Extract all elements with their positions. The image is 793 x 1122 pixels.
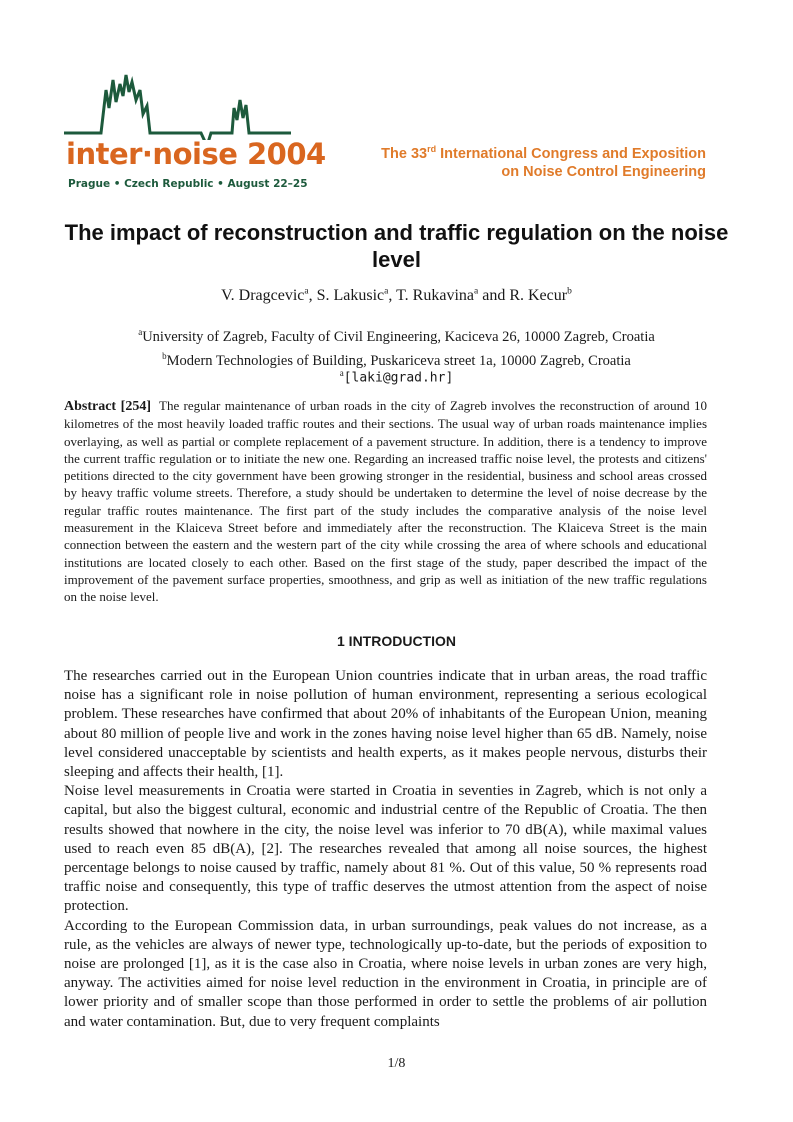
affiliation: $^b$Modern Technologies of Building, Puskariceva street 1a, 10000 Zagreb, Croatia xyxy=(162,350,631,369)
author: S. Lakusic$^a$, xyxy=(316,287,397,305)
congress-line-1: The 33rd International Congress and Exposition xyxy=(381,144,706,162)
page-number: 1/8 xyxy=(387,1056,406,1071)
author: T. Rukavina$^a$ and xyxy=(396,287,510,305)
author: R. Kecur$^b$ xyxy=(509,287,572,305)
prague-skyline-icon xyxy=(64,70,294,140)
abstract xyxy=(64,397,707,606)
congress-line-2: on Noise Control Engineering xyxy=(501,163,706,180)
affiliations xyxy=(0,323,793,371)
logo-wordmark: inter·noise 2004 xyxy=(66,137,326,171)
congress-header xyxy=(381,140,706,181)
conference-logo xyxy=(64,70,326,195)
section-body xyxy=(64,667,707,1032)
paragraph: Noise level measurements in Croatia were started in Croatia in seventies in Zagreb, which is not only a capital, but also the biggest cultural, economic and industrial centre of the Republic of Croatia. The then results showed that nowhere in the city, the noise level was inferior to 70 dB(A), while maximal values used to reach even 85 dB(A), [2]. The researches revealed that among all noise sources, the highest percentage belongs to noise caused by traffic, namely about 81 %. Out of this value, 50 % represents road traffic noise and consequently, this type of traffic deserves the utmost attention from the aspect of noise protection. xyxy=(64,783,707,915)
email-address[interactable]: [laki@grad.hr] xyxy=(343,370,454,386)
section-heading: 1 INTRODUCTION xyxy=(337,633,456,649)
author-list xyxy=(0,287,793,305)
paragraph: According to the European Commission data, in urban surroundings, peak values do not increase, as a rule, as the vehicles are always of newer type, technologically up-to-date, but the periods of exposition to noise are prolonged [1], as it is the case also in Croatia, where noise levels in urban zones are very high, anyway. The activities aimed for noise level reduction in the environment in Croatia, in principle are of lower priority and of smaller scope than those performed in order to settle the problems of air pollution and water contamination. But, due to very frequent complaints xyxy=(64,917,707,1030)
contact-email: $^a$[laki@grad.hr] xyxy=(339,368,454,386)
affiliation: $^a$University of Zagreb, Faculty of Civil Engineering, Kaciceva 26, 10000 Zagreb, Croatia xyxy=(138,327,655,345)
paragraph: The researches carried out in the European Union countries indicate that in urban areas, the road traffic noise has a significant role in noise pollution of human environment, representing a serious ecological problem. These researches have confirmed that about 20% of inhabitants of the European Union, meaning about 80 million of people live and work in the zones having noise level higher than 65 dB. Namely, noise level considered unacceptable by scientists and health experts, as it makes people nervous, disturbs their sleeping and affects their health, [1]. xyxy=(64,668,707,781)
author: V. Dragcevic$^a$, xyxy=(221,287,317,305)
abstract-label: Abstract [254] xyxy=(64,399,152,414)
paper-title: The impact of reconstruction and traffic regulation on the noise level xyxy=(64,220,729,272)
logo-tagline: Prague • Czech Republic • August 22–25 xyxy=(68,178,308,190)
abstract-text: The regular maintenance of urban roads in the city of Zagreb involves the reconstruction of around 10 kilometres of the most heavily loaded traffic routes and their sections. The usual way of urban roads maintenance implies overlaying, as well as partial or complete replacement of a pavement structure. In addition, there is a tendency to improve the current traffic regulation or to initiate the new one. Regarding an increased traffic noise level, the protests and citizens' petitions directed to the city government have been growing stronger in the residential, business and school areas crossed by heavy traffic volume streets. Therefore, a study should be undertaken to determine the level of noise decrease by the regular traffic routes maintenance. The first part of the study includes the comparative analysis of the noise level measurement in the Klaiceva Street before and immediately after the reconstruction. The Klaiceva Street is the main connection between the eastern and the western part of the city while crossing the area of where schools and educational institutions are located closely to each other. Based on the first stage of the study, paper described the impact of the improvement of the pavement surface properties, smoothness, and grip as well as initiation of the new traffic regulations on the noise level. xyxy=(64,398,707,605)
